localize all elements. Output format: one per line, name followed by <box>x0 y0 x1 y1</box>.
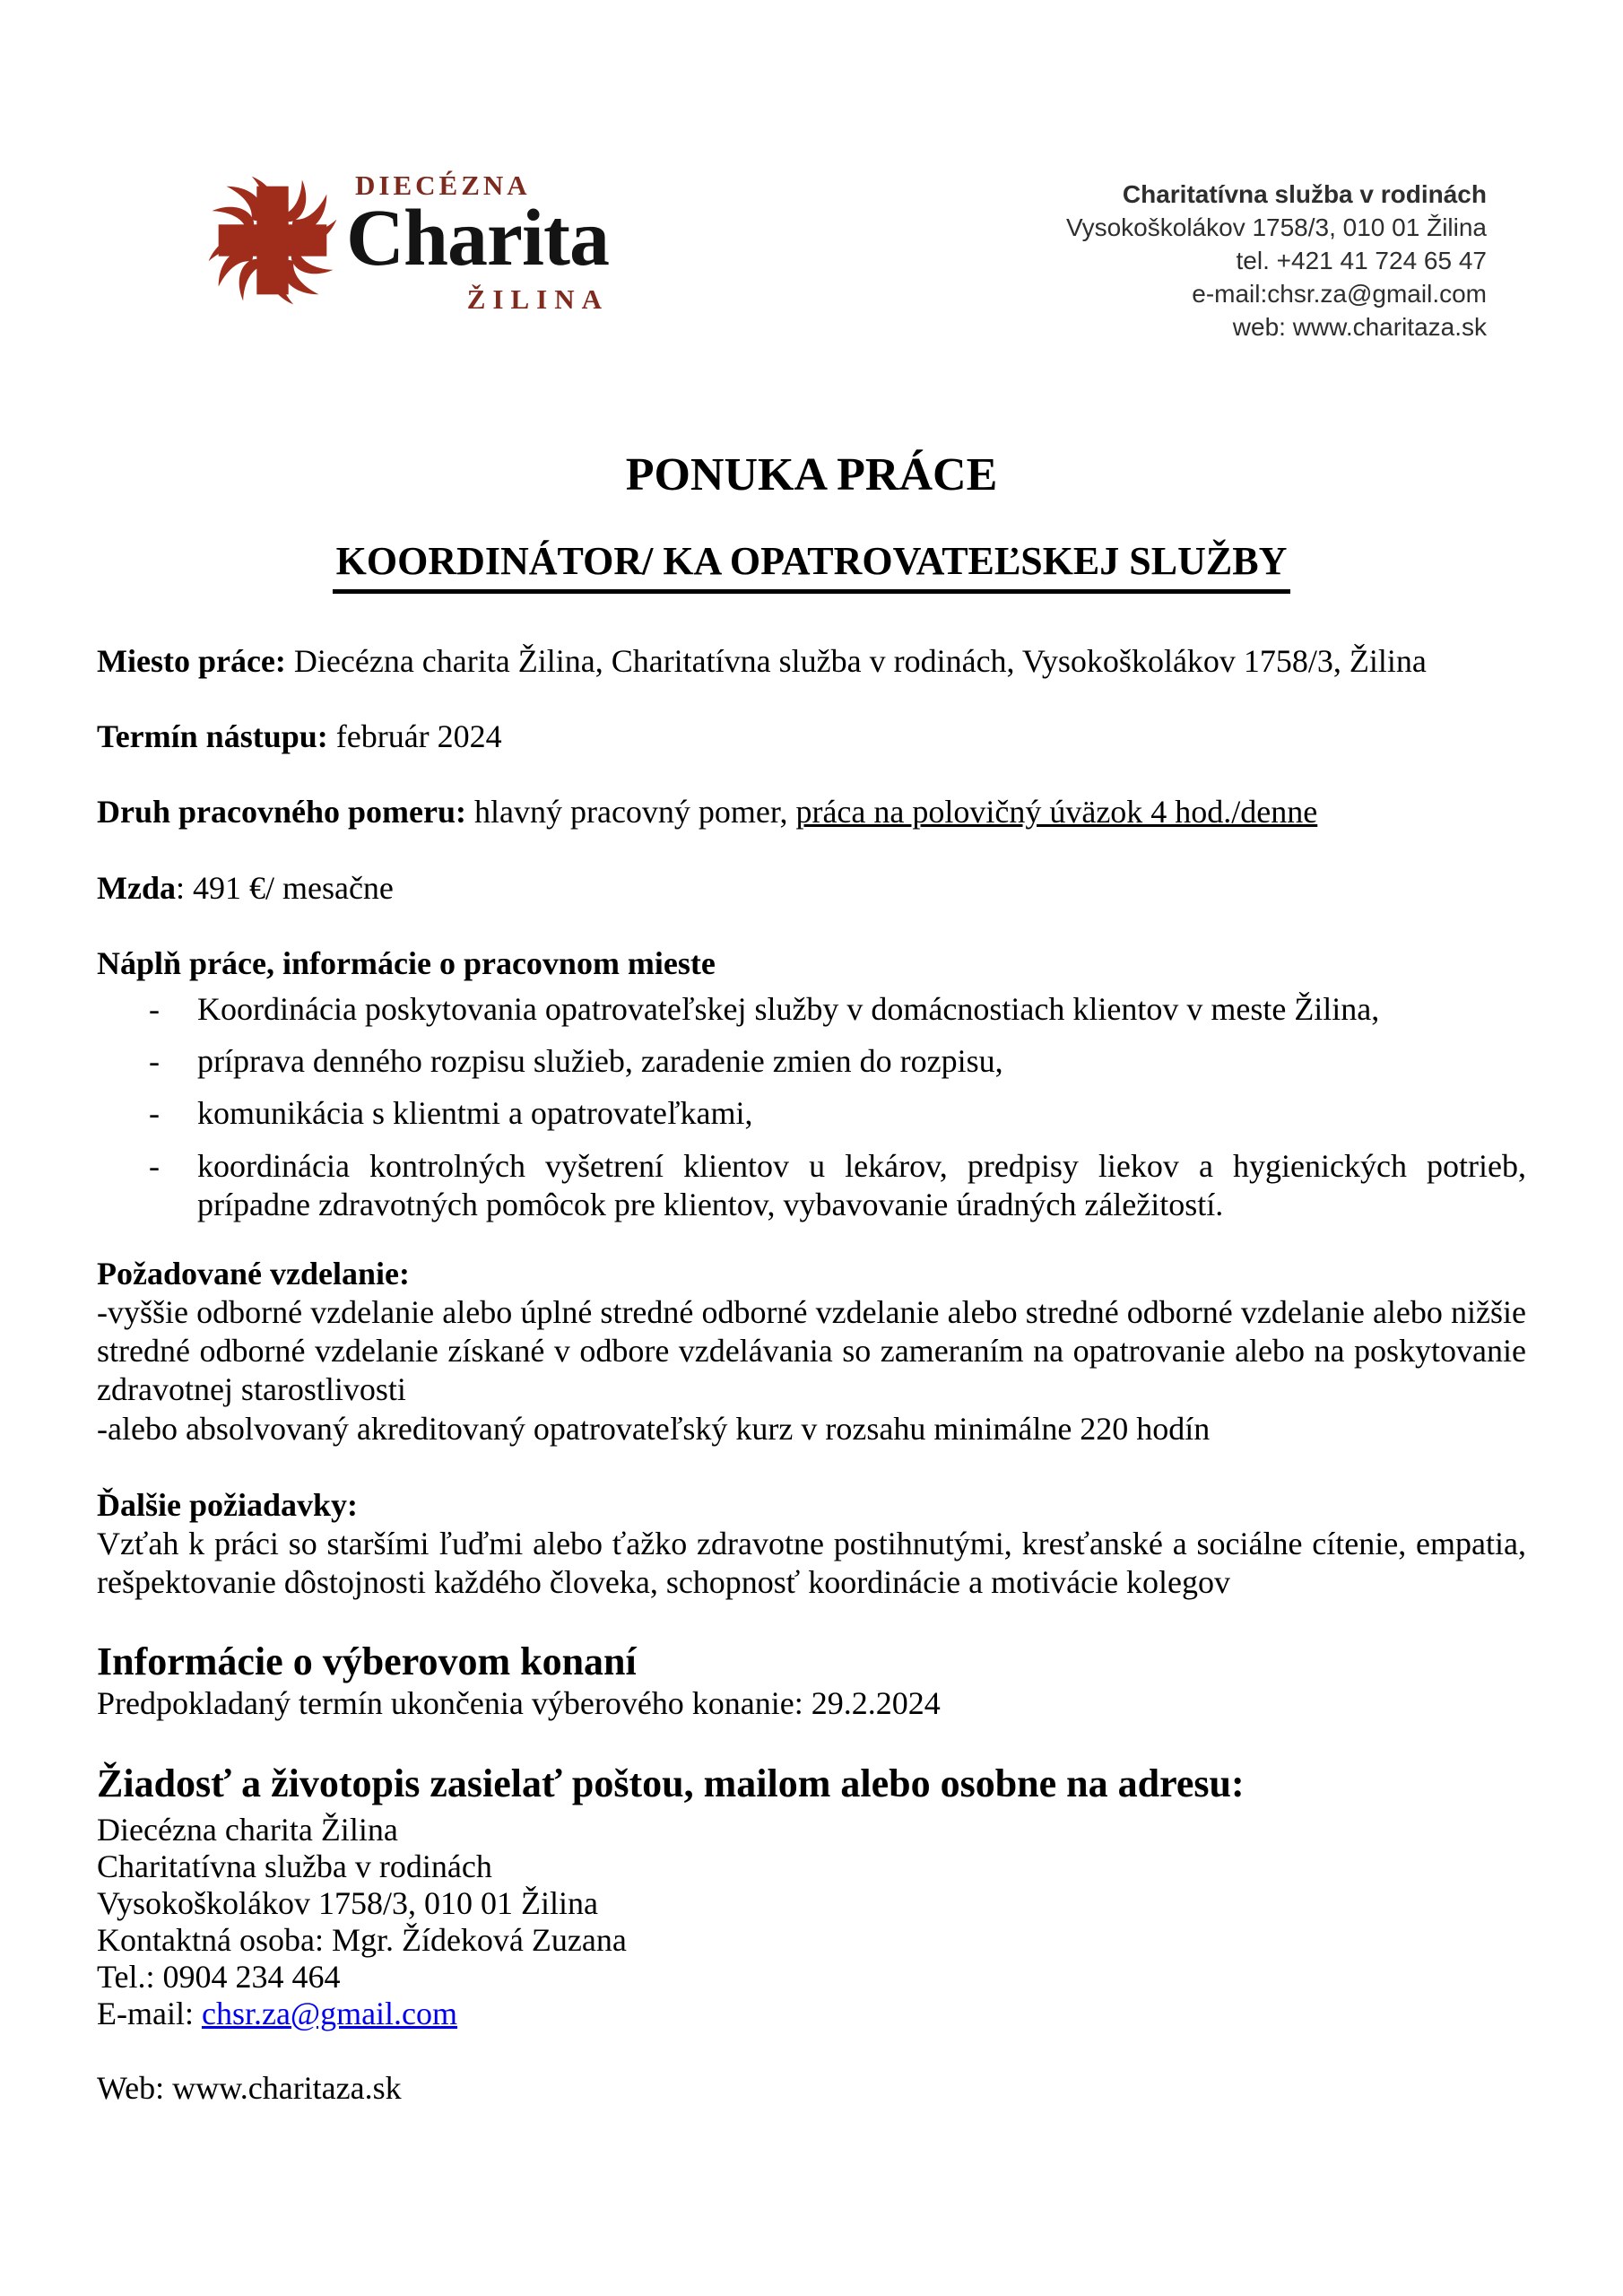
dalsie-text: Vzťah k práci so staršími ľuďmi alebo ťažko zdravotne postihnutými, kresťanské a sociálne cítenie, empatia, rešpektovanie dôstojnosti každého človeka, schopnosť koordinácie a motivácie kolegov <box>97 1526 1526 1601</box>
section-heading-ziadost: Žiadosť a životopis zasielať poštou, mailom alebo osobne na adresu: <box>97 1761 1245 1805</box>
duty-item <box>97 990 1526 1029</box>
contact-block <box>1066 178 1487 344</box>
header <box>97 169 1526 344</box>
field-termin-nastupu <box>97 718 1526 756</box>
email-link[interactable]: chsr.za@gmail.com <box>201 1995 458 2031</box>
section-ziadost <box>97 1761 1526 2107</box>
field-label: Termín nástupu: <box>97 718 328 755</box>
address-line-tel: Tel.: 0904 234 464 <box>97 1958 341 1995</box>
duty-text: komunikácia s klientmi a opatrovateľkami, <box>197 1095 753 1132</box>
field-value-underlined: práca na polovičný úväzok 4 hod./denne <box>795 794 1318 831</box>
section-informacie <box>97 1639 1526 1723</box>
email-label: E-mail: <box>97 1995 202 2031</box>
duty-item <box>97 1147 1526 1224</box>
contact-line-service: Charitatívna služba v rodinách <box>1122 180 1487 208</box>
section-heading-informacie: Informácie o výberovom konaní <box>97 1639 637 1684</box>
dash-bullet: - <box>149 1147 160 1184</box>
logo-zilina: ŽILINA <box>466 283 609 316</box>
contact-line-email: e-mail:chsr.za@gmail.com <box>1192 280 1487 308</box>
duties-list <box>97 990 1526 1224</box>
field-label: Mzda <box>97 869 176 906</box>
dash-bullet: - <box>149 990 160 1027</box>
section-dalsie-poziadavky <box>97 1486 1526 1603</box>
contact-line-tel: tel. +421 41 724 65 47 <box>1236 247 1487 274</box>
logo-diecezna: DIECÉZNA <box>355 170 531 201</box>
page-subtitle: KOORDINÁTOR/ KA OPATROVATEĽSKEJ SLUŽBY <box>333 539 1291 594</box>
contact-line-web: web: www.charitaza.sk <box>1232 313 1487 341</box>
section-heading-pozadovane: Požadované vzdelanie: <box>97 1255 410 1292</box>
duty-text: príprava denného rozpisu služieb, zaradenie zmien do rozpisu, <box>197 1043 1003 1080</box>
caritas-flame-cross-icon <box>203 169 343 312</box>
duty-text: koordinácia kontrolných vyšetrení klientov u lekárov, predpisy liekov a hygienických potrieb, prípadne zdravotných pomôcok pre klientov, vybavovanie úradných záležitostí. <box>197 1147 1526 1222</box>
field-mzda <box>97 869 1526 908</box>
address-line-contact-person: Kontaktná osoba: Mgr. Žídeková Zuzana <box>97 1921 627 1958</box>
informacie-text: Predpokladaný termín ukončenia výberového konanie: 29.2.2024 <box>97 1685 941 1722</box>
dash-bullet: - <box>149 1043 160 1080</box>
address-line-service: Charitatívna služba v rodinách <box>97 1848 492 1884</box>
field-druh-pomeru <box>97 793 1526 831</box>
duty-item <box>97 1094 1526 1133</box>
pozadovane-text-kurz: -alebo absolvovaný akreditovaný opatrovateľský kurz v rozsahu minimálne 220 hodín <box>97 1410 1211 1447</box>
contact-line-address: Vysokoškolákov 1758/3, 010 01 Žilina <box>1065 213 1487 241</box>
address-line-email <box>97 1996 1526 2032</box>
field-value: Diecézna charita Žilina, Charitatívna služba v rodinách, Vysokoškolákov 1758/3, Žilina <box>285 643 1427 679</box>
section-heading-napln: Náplň práce, informácie o pracovnom mieste <box>97 944 716 981</box>
field-value: : 491 €/ mesačne <box>175 869 394 906</box>
org-logo <box>203 169 609 316</box>
field-label: Miesto práce: <box>97 643 286 679</box>
address-line-org: Diecézna charita Žilina <box>97 1811 398 1848</box>
section-heading-dalsie: Ďalšie požiadavky: <box>97 1486 359 1523</box>
page-title: PONUKA PRÁCE <box>625 449 998 500</box>
pozadovane-text: -vyššie odborné vzdelanie alebo úplné stredné odborné vzdelanie alebo stredné odborné vzdelanie alebo nižšie stredné odborné vzdelanie získané v odbore vzdelávania so zameraním na opatrovanie alebo na poskytovanie zdravotnej starostlivosti <box>97 1294 1526 1408</box>
field-miesto-prace <box>97 642 1526 681</box>
logo-charita: Charita <box>346 194 609 283</box>
address-line-web: Web: www.charitaza.sk <box>97 2069 402 2106</box>
duty-item <box>97 1042 1526 1081</box>
address-line-street: Vysokoškolákov 1758/3, 010 01 Žilina <box>97 1884 598 1921</box>
logo-text <box>346 169 609 316</box>
field-value: február 2024 <box>327 718 502 755</box>
dash-bullet: - <box>149 1095 160 1132</box>
page-subtitle-wrap <box>97 539 1526 594</box>
field-label: Druh pracovného pomeru: <box>97 794 466 831</box>
field-value: hlavný pracovný pomer, <box>466 794 796 831</box>
section-pozadovane-vzdelanie <box>97 1255 1526 1448</box>
duty-text: Koordinácia poskytovania opatrovateľskej služby v domácnostiach klientov v meste Žilina, <box>197 990 1380 1027</box>
